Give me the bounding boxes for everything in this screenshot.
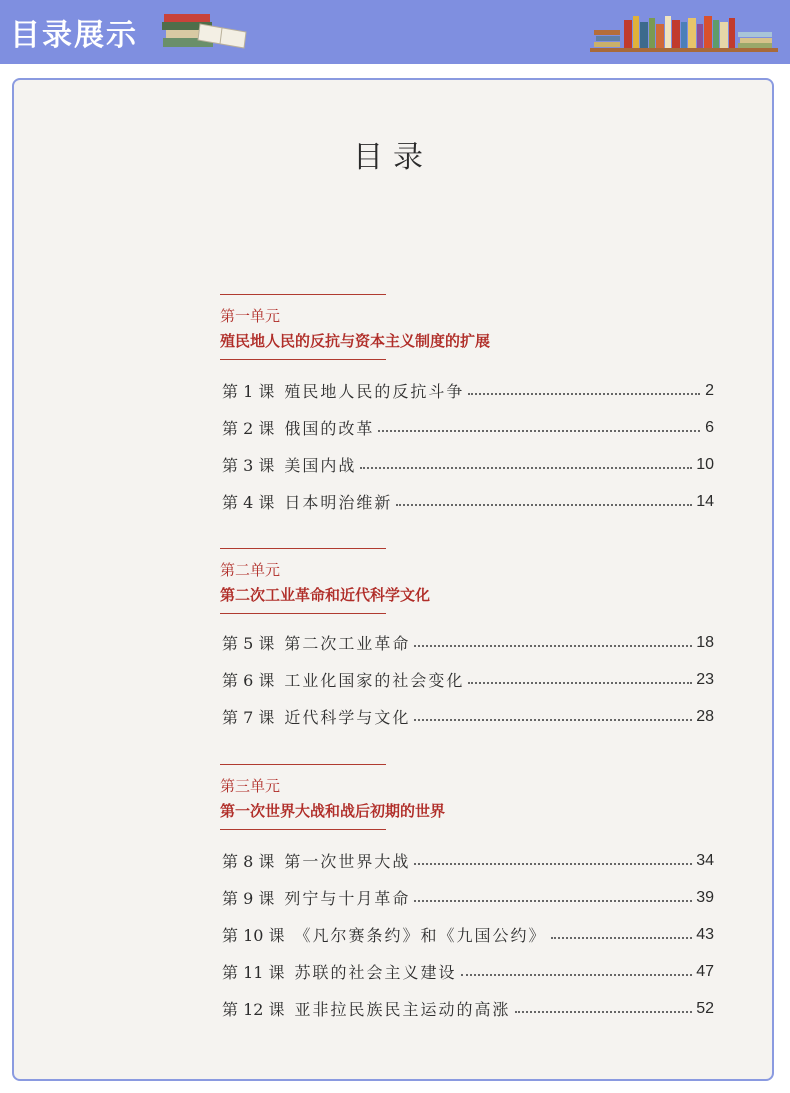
unit-rule	[220, 294, 386, 295]
dot-leader	[414, 900, 692, 902]
page-number: 10	[696, 455, 714, 473]
page-number: 2	[705, 381, 714, 399]
dot-leader	[468, 682, 692, 684]
page-number: 34	[696, 851, 714, 869]
lesson-number: 第 8 课	[222, 852, 275, 871]
lesson-title: 殖民地人民的反抗斗争	[284, 382, 465, 401]
lesson-title: 列宁与十月革命	[284, 889, 411, 908]
lesson-number: 第 4 课	[222, 493, 275, 512]
page-number: 39	[696, 888, 714, 906]
lesson-title: 美国内战	[284, 456, 357, 475]
lesson-number: 第 9 课	[222, 889, 275, 908]
lesson-title: 第一次世界大战	[284, 852, 411, 871]
lesson-title: 第二次工业革命	[284, 634, 411, 653]
bookshelf-icon	[590, 10, 780, 54]
toc-entry[interactable]	[222, 842, 714, 879]
dot-leader	[468, 393, 700, 395]
toc-entry[interactable]	[222, 446, 714, 483]
lesson-number: 第 2 课	[222, 419, 275, 438]
lesson-title: 日本明治维新	[284, 493, 393, 512]
unit-rule	[220, 829, 386, 830]
toc-page	[12, 78, 774, 1081]
dot-leader	[414, 719, 692, 721]
header-banner	[0, 0, 790, 64]
lesson-number: 第 5 课	[222, 634, 275, 653]
unit-rule	[220, 359, 386, 360]
lesson-title: 苏联的社会主义建设	[294, 963, 457, 982]
unit-name: 第二次工业革命和近代科学文化	[220, 586, 431, 604]
page-number: 43	[696, 925, 714, 943]
dot-leader	[414, 645, 692, 647]
unit-rule	[220, 613, 386, 614]
unit-header	[220, 548, 710, 614]
dot-leader	[515, 1011, 693, 1013]
toc-entry[interactable]	[222, 879, 714, 916]
dot-leader	[396, 504, 692, 506]
unit-header	[220, 294, 710, 360]
dot-leader	[414, 863, 692, 865]
dot-leader	[551, 937, 693, 939]
dot-leader	[461, 974, 693, 976]
lesson-number: 第 12 课	[222, 1000, 285, 1019]
unit-rule	[220, 764, 386, 765]
unit-label: 第三单元	[220, 777, 281, 795]
lesson-title: 俄国的改革	[284, 419, 375, 438]
unit-label: 第二单元	[220, 561, 281, 579]
lesson-title: 亚非拉民族民主运动的高涨	[294, 1000, 511, 1019]
toc-entry[interactable]	[222, 953, 714, 990]
unit-name: 殖民地人民的反抗与资本主义制度的扩展	[220, 332, 491, 350]
lesson-number: 第 6 课	[222, 671, 275, 690]
page-title: 目录	[353, 140, 433, 175]
unit-label: 第一单元	[220, 307, 281, 325]
lesson-list	[222, 624, 714, 735]
toc-entry[interactable]	[222, 698, 714, 735]
unit-rule	[220, 548, 386, 549]
unit-name: 第一次世界大战和战后初期的世界	[220, 802, 446, 820]
toc-entry[interactable]	[222, 409, 714, 446]
lesson-list	[222, 372, 714, 520]
page-number: 23	[696, 670, 714, 688]
toc-entry[interactable]	[222, 372, 714, 409]
lesson-number: 第 11 课	[222, 963, 285, 982]
page-number: 52	[696, 999, 714, 1017]
banner-title: 目录展示	[10, 18, 138, 53]
toc-entry[interactable]	[222, 990, 714, 1027]
lesson-title: 近代科学与文化	[284, 708, 411, 727]
lesson-title: 《凡尔赛条约》和《九国公约》	[294, 926, 547, 945]
toc-entry[interactable]	[222, 624, 714, 661]
page-number: 28	[696, 707, 714, 725]
page-number: 47	[696, 962, 714, 980]
page-number: 18	[696, 633, 714, 651]
lesson-number: 第 1 课	[222, 382, 275, 401]
lesson-number: 第 7 课	[222, 708, 275, 727]
page-number: 6	[705, 418, 714, 436]
page-number: 14	[696, 492, 714, 510]
lesson-number: 第 3 课	[222, 456, 275, 475]
dot-leader	[378, 430, 700, 432]
book-stack-icon	[160, 10, 250, 54]
toc-entry[interactable]	[222, 483, 714, 520]
dot-leader	[360, 467, 692, 469]
lesson-number: 第 10 课	[222, 926, 285, 945]
lesson-title: 工业化国家的社会变化	[284, 671, 465, 690]
toc-entry[interactable]	[222, 661, 714, 698]
unit-header	[220, 764, 710, 830]
lesson-list	[222, 842, 714, 1027]
toc-entry[interactable]	[222, 916, 714, 953]
